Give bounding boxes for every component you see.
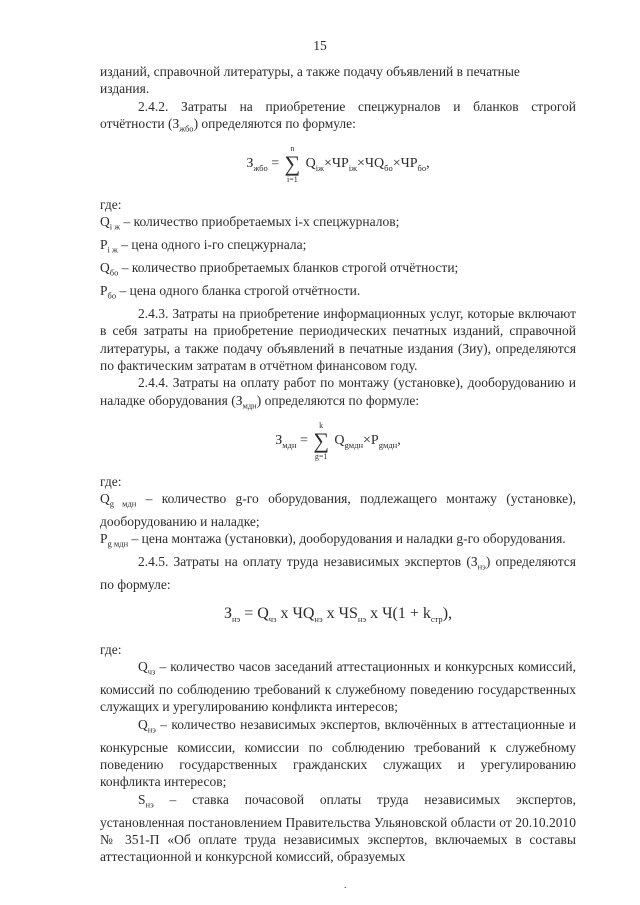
footer-mark: .: [344, 880, 347, 891]
def-line: $S_{нэ}$ – ставка почасовой оплаты труда независимых экспертов, установленная постановлением Правительства Ульяновской области от 20.10.2010 № 351-П «Об оплате труда независимых экспертов, включаемых в составы аттестационной и конкурсной комиссий, образуемых: [100, 791, 576, 865]
page-body: [100, 63, 576, 866]
paragraph-2-4-2: 2.4.2. Затраты на приобретение спецжурналов и бланков строгой отчётности $(З_{жбо})$ определяются по формуле:: [100, 98, 576, 134]
def-line: $Q_{g мдн}$ – количество g-го оборудования, подлежащего монтажу (установке), дооборудованию и наладке;: [100, 490, 576, 529]
def-line: $P_{бо}$ – цена одного бланка строгой отчётности.: [100, 283, 361, 301]
paragraph-2-4-3: 2.4.3. Затраты на приобретение информационных услуг, которые включают в себя затраты на приобретение периодических печатных изданий, справочной литературы, а также подачу объявлений в печатные издания (Зиу), определяются по фактическим затратам в отчётном финансовом году.: [100, 306, 576, 373]
def-line: $Q_{нэ}$ – количество независимых экспертов, включённых в аттестационные и конкурсные комиссии, комиссии по соблюдению требований к служебному поведению государственных гражданских служащих и урегулированию конфликта интересов;: [100, 716, 576, 790]
def-line: $Q_{чз}$ – количество часов заседаний аттестационных и конкурсных комиссий, комиссий по соблюдению требований к служебному поведению государственных служащих и урегулированию конфликта интересов;: [100, 659, 576, 715]
formula-zhbo: $З_{жбо} = n$ ∑ i=1 $Q_{iж}\times ЧP_{iж}\times ЧQ_{бо}\times ЧP_{бо}$,: [246, 143, 430, 184]
paragraph-2-4-4: 2.4.4. Затраты на оплату работ по монтажу (установке), дооборудованию и наладке оборудования $(З_{мдн})$ определяются по формуле:: [100, 375, 576, 411]
text-line: изданий, справочной литературы, а также подачу объявлений в печатные: [100, 64, 520, 79]
text-line: издания.: [100, 81, 150, 97]
def-line: $P_{i ж}$ – цена одного i-го спецжурнала;: [100, 237, 307, 255]
formula-ne: $З_{нэ} = Q_{чз}$ х $ЧQ_{нэ}$ х $ЧS_{нэ}$ х $Ч(1 + k_{стр})$,: [223, 605, 453, 625]
where-label: где:: [100, 473, 122, 489]
page-number: 15: [313, 38, 327, 53]
def-line: $Q_{i ж}$ – количество приобретаемых i-х спецжурналов;: [100, 214, 400, 232]
where-label: где:: [100, 196, 122, 212]
paragraph-2-4-5: 2.4.5. Затраты на оплату труда независимых экспертов $(З_{нэ})$ определяются по формуле:: [100, 554, 576, 593]
def-line: $Q_{бо}$ – количество приобретаемых бланков строгой отчётности;: [100, 260, 459, 278]
where-label: где:: [100, 641, 122, 657]
def-line: $P_{g мдн}$ – цена монтажа (установки), дооборудования и наладки g-го оборудования.: [100, 531, 566, 549]
formula-mdn: $З_{мдн} = k$ ∑ g=1 $Q_{gмдн}\times P_{gмдн}$,: [275, 420, 401, 461]
